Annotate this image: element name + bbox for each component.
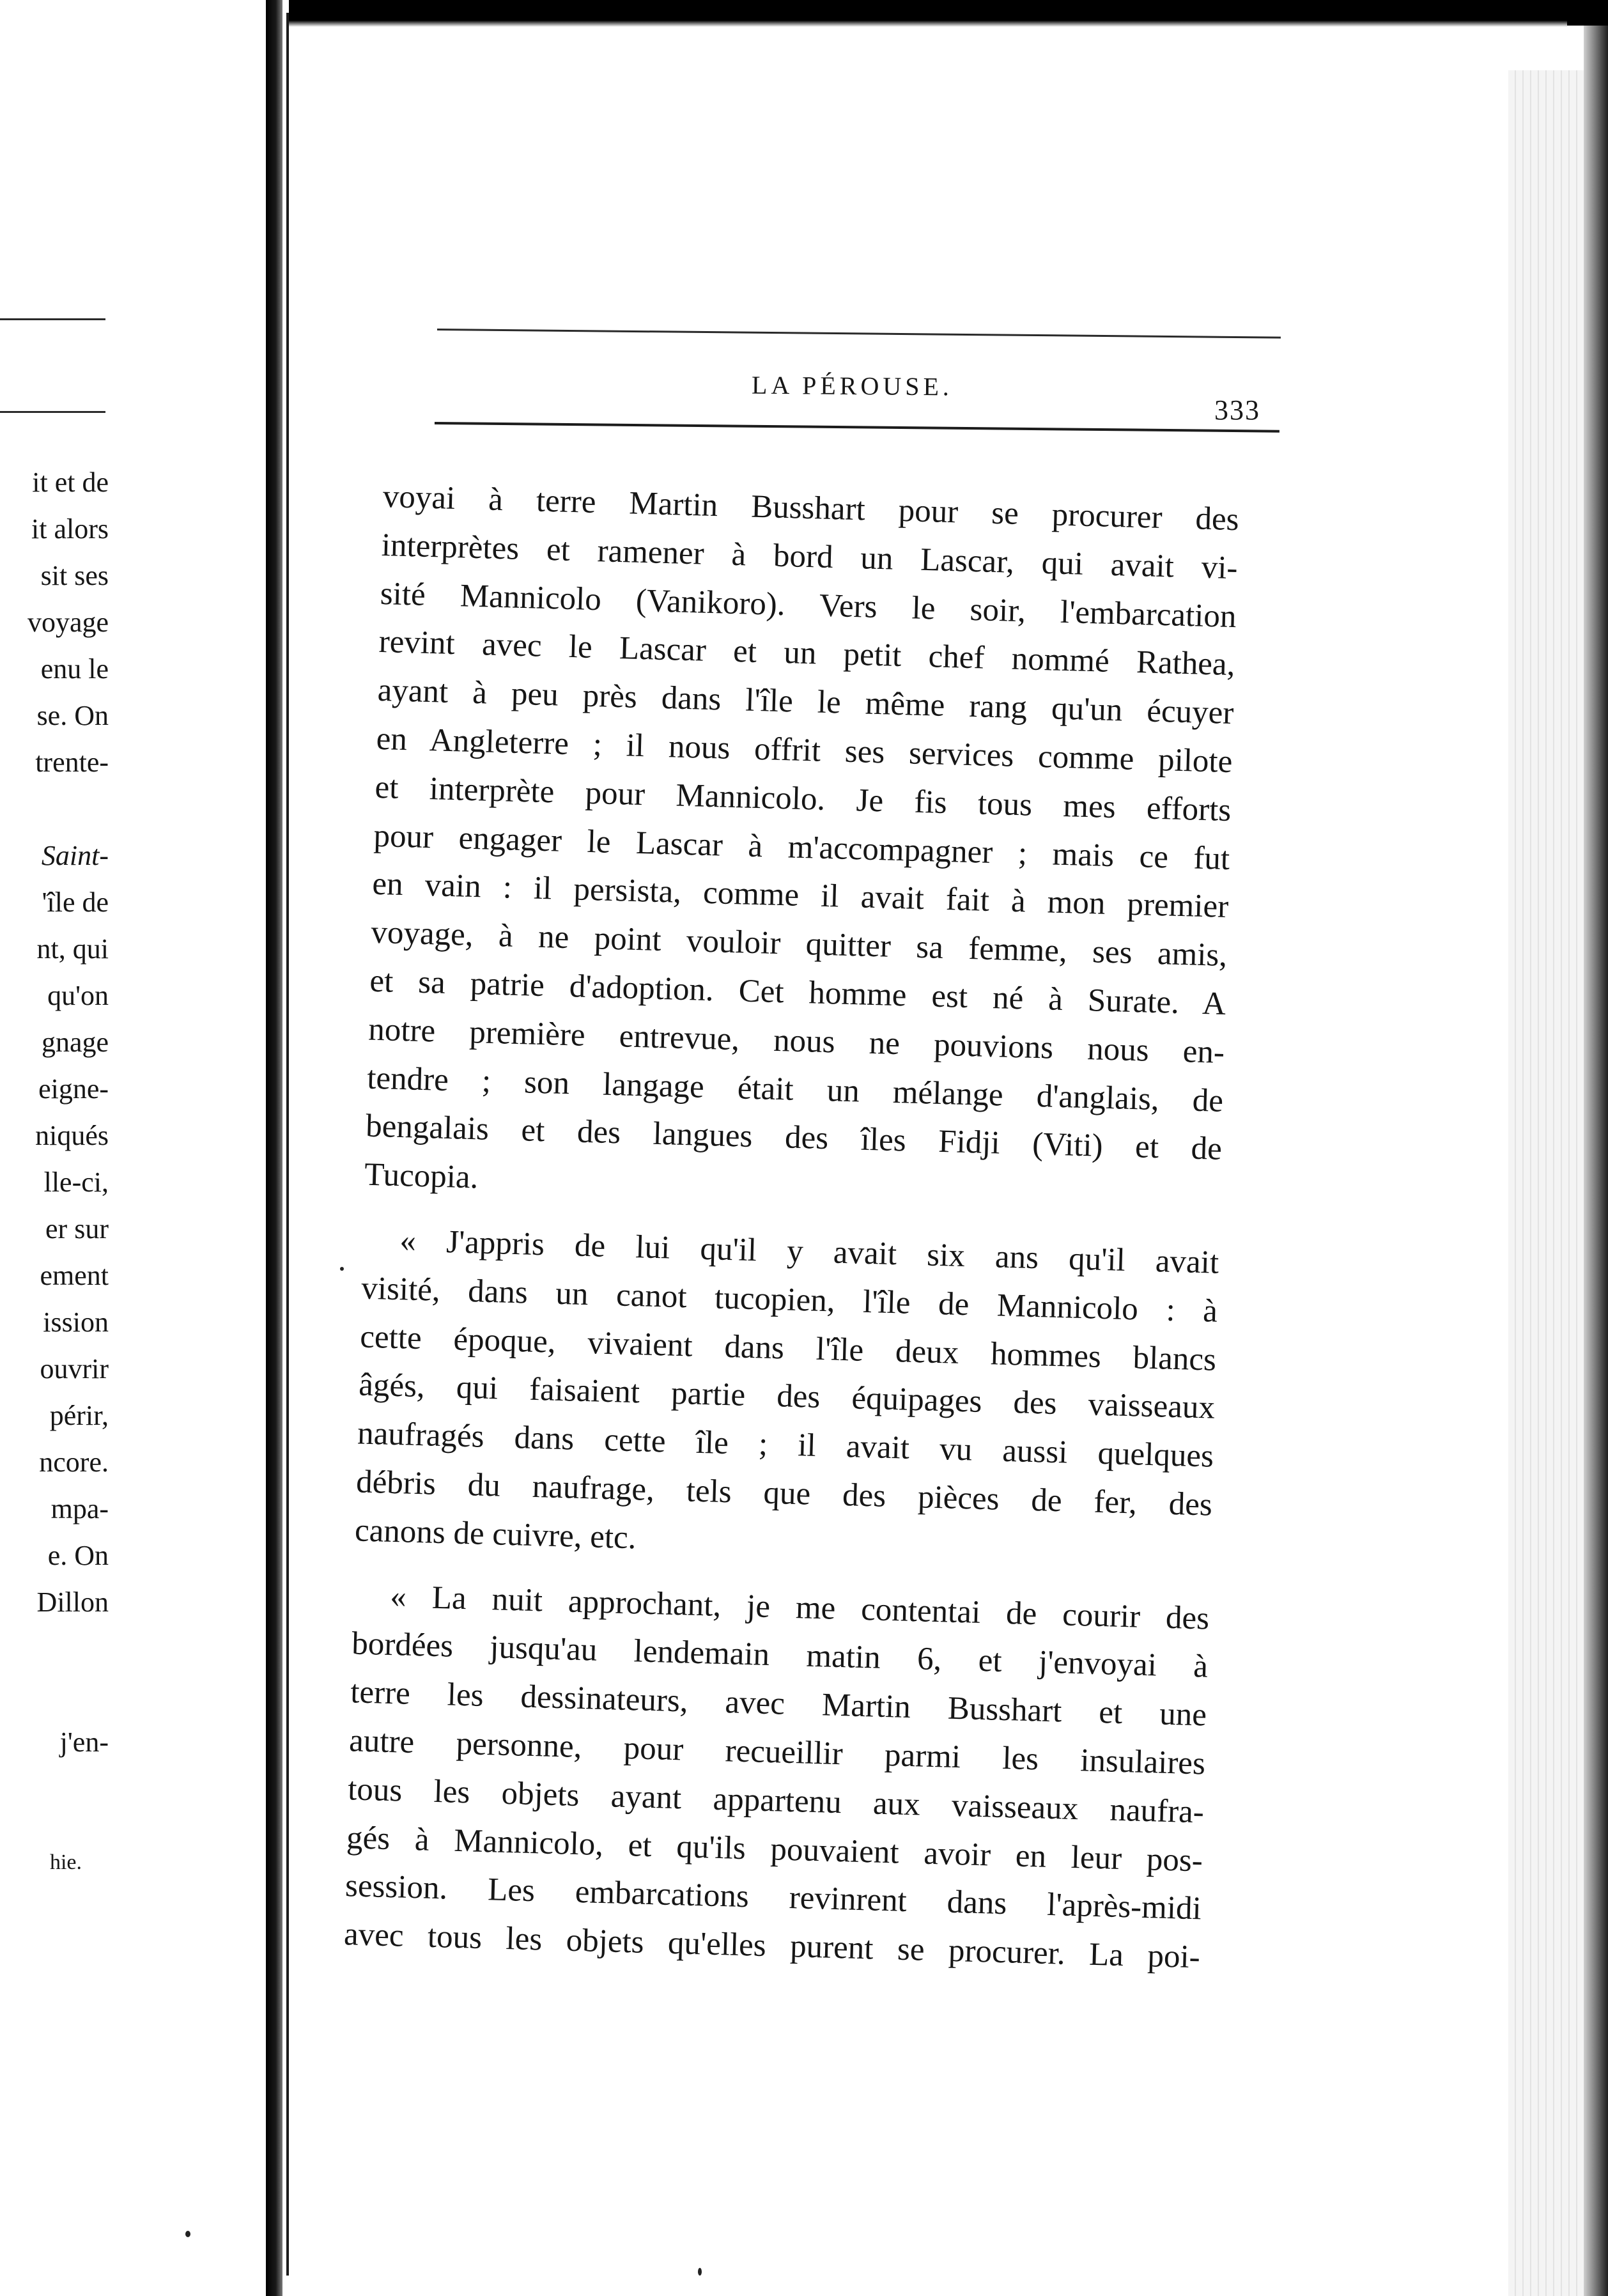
running-head: LA PÉROUSE. <box>751 370 954 401</box>
text-line: pour engager le Lascar à m'accompagner ; mais ce fut <box>373 818 1230 877</box>
left-page-line: ement <box>40 1260 109 1291</box>
text-line: Tucopia. <box>364 1156 479 1196</box>
left-page-line: voyage <box>27 607 109 638</box>
text-line: cette époque, vivaient dans l'île deux hommes blancs <box>359 1319 1217 1378</box>
page-body <box>343 473 1290 1983</box>
text-line: autre personne, pour recueillir parmi les insulaires <box>348 1723 1206 1782</box>
header-rule-top <box>437 329 1281 339</box>
left-page-line: eigne- <box>38 1073 109 1105</box>
left-page-rule-bottom <box>0 411 105 413</box>
text-line: tous les objets ayant appartenu aux vaisseaux naufra- <box>347 1771 1205 1831</box>
text-line: et interprète pour Mannicolo. Je fis tous mes efforts <box>374 769 1232 828</box>
scan-right-border <box>1584 26 1608 2296</box>
text-line: naufragés dans cette île ; il avait vu aussi quelques <box>357 1415 1214 1475</box>
left-page-line: 'île de <box>42 887 109 918</box>
text-line: bordées jusqu'au lendemain matin 6, et j'envoyai à <box>351 1625 1209 1685</box>
text-line: en Angleterre ; il nous offrit ses services comme pilote <box>375 720 1233 780</box>
text-line: âgés, qui faisaient partie des équipages des vaisseaux <box>358 1367 1216 1427</box>
text-line: notre première entrevue, nous ne pouvions nous en- <box>367 1011 1225 1071</box>
left-page-line: it alors <box>31 513 109 545</box>
left-page-line: ission <box>43 1307 109 1338</box>
left-page-line: it et de <box>32 467 109 498</box>
text-line: voyage, à ne point vouloir quitter sa femme, ses amis, <box>370 914 1228 974</box>
left-page-line: Dillon <box>36 1586 109 1618</box>
text-line: ayant à peu près dans l'île le même rang qu'un écuyer <box>377 672 1235 732</box>
text-line: canons de cuivre, etc. <box>354 1512 637 1556</box>
left-page-line: ncore. <box>39 1447 109 1478</box>
left-page-line: e. On <box>47 1540 109 1571</box>
left-page-fragment <box>0 0 275 2296</box>
scan-speck <box>185 2231 190 2237</box>
left-page-line: périr, <box>49 1400 109 1431</box>
text-line: revint avec le Lascar et un petit chef nommé Rathea, <box>378 624 1236 683</box>
left-page-line: enu le <box>40 653 109 685</box>
scan-speck <box>340 1267 344 1271</box>
left-page-line: ouvrir <box>40 1353 109 1385</box>
left-page-line: nt, qui <box>36 933 109 965</box>
left-page-line: qu'on <box>47 980 109 1011</box>
left-page-text <box>0 459 109 1765</box>
text-line: voyai à terre Martin Busshart pour se procurer des <box>382 478 1240 538</box>
text-line: tendre ; son langage était un mélange d'anglais, de <box>366 1060 1224 1119</box>
page-number: 333 <box>1214 394 1260 426</box>
gutter-edge <box>286 13 289 2276</box>
text-line: « J'appris de lui qu'il y avait six ans qu'il avait <box>399 1223 1219 1281</box>
left-page-line: lle-ci, <box>43 1167 109 1198</box>
text-line: « La nuit approchant, je me contentai de courir des <box>389 1578 1210 1637</box>
text-line: gés à Mannicolo, et qu'ils pouvaient avoir en leur pos- <box>346 1819 1203 1879</box>
left-page-line: se. On <box>36 700 109 731</box>
left-page-line: trente- <box>35 747 109 778</box>
text-line: débris du naufrage, tels que des pièces de fer, des <box>355 1464 1213 1523</box>
text-line: en vain : il persista, comme il avait fait à mon premier <box>371 866 1229 926</box>
left-page-footnote: hie. <box>49 1850 82 1874</box>
header-rule-bottom <box>435 422 1279 433</box>
text-line: session. Les embarcations revinrent dans l'après-midi <box>344 1868 1202 1927</box>
text-line: visité, dans un canot tucopien, l'île de Mannicolo : à <box>360 1270 1218 1330</box>
left-page-line: mpa- <box>50 1493 109 1524</box>
text-line: bengalais et des langues des îles Fidji (Viti) et de <box>365 1108 1223 1168</box>
text-line: interprètes et ramener à bord un Lascar, qui avait vi- <box>381 527 1239 586</box>
text-line: et sa patrie d'adoption. Cet homme est né à Surate. A <box>369 963 1226 1022</box>
left-page-line: Saint- <box>41 840 109 871</box>
text-line: sité Mannicolo (Vanikoro). Vers le soir, l'embarcation <box>380 575 1237 635</box>
left-page-line <box>0 786 109 832</box>
left-page-line: j'en- <box>59 1726 109 1758</box>
left-page-line: er sur <box>45 1213 109 1245</box>
scan-speck <box>698 2268 702 2276</box>
left-page-line <box>0 1672 109 1719</box>
left-page-line <box>0 1625 109 1672</box>
left-page-line: gnage <box>41 1027 109 1058</box>
left-page-line: sit ses <box>40 560 109 591</box>
left-page-line: niqués <box>35 1120 109 1151</box>
text-line: terre les dessinateurs, avec Martin Busshart et une <box>350 1674 1207 1734</box>
scan-top-shadow <box>289 20 1567 27</box>
left-page-rule-top <box>0 318 105 320</box>
text-line: avec tous les objets qu'elles purent se procurer. La poi- <box>343 1916 1201 1976</box>
book-gutter <box>266 0 282 2296</box>
